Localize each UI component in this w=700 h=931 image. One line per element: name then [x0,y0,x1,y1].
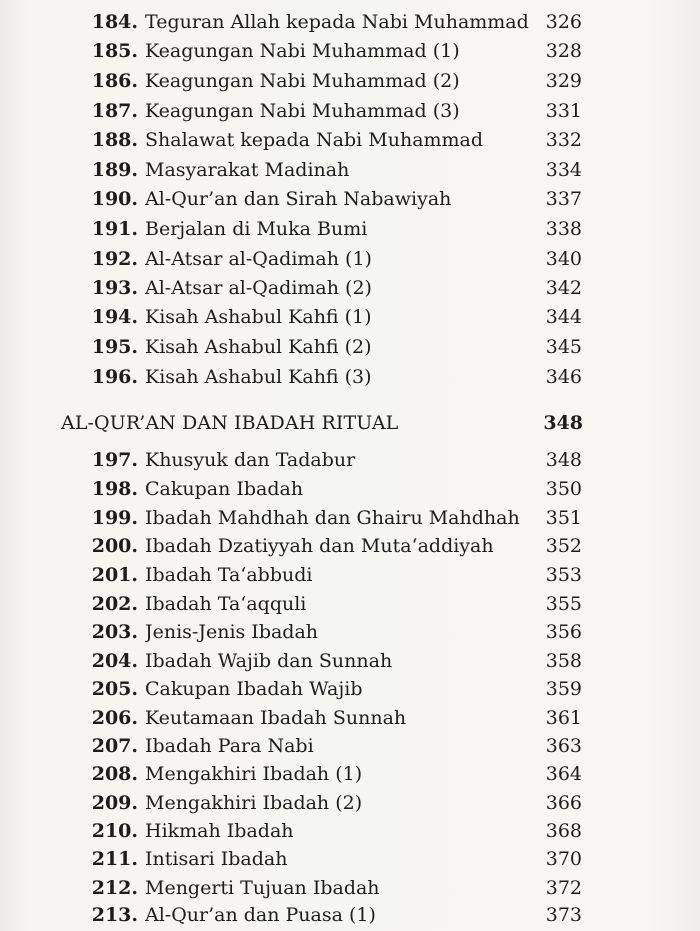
toc-entry [0,703,700,733]
entry-number: 205. [91,678,138,700]
toc-entry [0,844,700,874]
entry-title: Hikmah Ibadah [145,820,294,842]
entry-number: 198. [91,478,138,500]
entry-title: Al-Qur’an dan Puasa (1) [145,904,376,926]
entry-title: Ibadah Mahdhah dan Ghairu Mahdhah [145,507,520,529]
toc-entry [0,362,700,392]
entry-title: Al-Atsar al-Qadimah (2) [145,277,372,299]
entry-page: 348 [545,449,582,471]
entry-page: 353 [545,564,582,586]
entry-number: 193. [91,277,138,299]
toc-entry [0,646,700,676]
entry-number: 194. [91,306,138,328]
entry-title: Kisah Ashabul Kahfi (3) [145,366,372,388]
entry-page: 364 [545,763,582,785]
entry-number: 209. [91,792,138,814]
toc-entry [0,302,700,332]
entry-page: 363 [545,735,582,757]
entry-number: 196. [91,366,138,388]
entry-page: 326 [545,11,582,33]
toc-entry [0,788,700,818]
entry-page: 351 [545,507,582,529]
entry-title: Ibadah Ta‘abbudi [145,564,313,586]
toc-entry [0,273,700,303]
entry-page: 352 [545,535,582,557]
entry-number: 203. [91,621,138,643]
entry-page: 334 [545,159,582,181]
entry-title: Khusyuk dan Tadabur [145,449,356,471]
toc-entry [0,731,700,761]
section-heading [0,407,700,439]
entry-number: 206. [91,707,138,729]
entry-number: 201. [91,564,138,586]
entry-page: 366 [545,792,582,814]
entry-title: Teguran Allah kepada Nabi Muhammad [145,11,529,33]
entry-title: Kisah Ashabul Kahfi (2) [145,336,372,358]
entry-page: 329 [545,70,582,92]
entry-title: Keagungan Nabi Muhammad (2) [145,70,460,92]
toc-entry [0,445,700,475]
entry-title: Jenis-Jenis Ibadah [145,621,319,643]
entry-number: 202. [91,593,138,615]
toc-entry [0,244,700,274]
entry-page: 342 [545,277,582,299]
toc-entry [0,155,700,185]
entry-page: 361 [545,707,582,729]
entry-title: Mengerti Tujuan Ibadah [145,877,380,899]
entry-page: 345 [545,336,582,358]
entry-title: Ibadah Wajib dan Sunnah [145,650,393,672]
entry-number: 204. [91,650,138,672]
entry-title: Cakupan Ibadah [145,478,304,500]
entry-number: 189. [91,159,138,181]
entry-page: 338 [545,218,582,240]
entry-title: Keagungan Nabi Muhammad (1) [145,40,460,62]
entry-number: 186. [91,70,138,92]
toc-entry [0,7,700,37]
toc-entry [0,759,700,789]
entry-page: 359 [545,678,582,700]
entry-title: Ibadah Ta‘aqquli [145,593,307,615]
entry-title: Masyarakat Madinah [145,159,350,181]
entry-title: Berjalan di Muka Bumi [145,218,368,240]
entry-number: 190. [91,188,138,210]
entry-number: 208. [91,763,138,785]
entry-page: 332 [545,129,582,151]
toc-entry [0,214,700,244]
entry-title: Mengakhiri Ibadah (2) [145,792,363,814]
entry-page: 355 [545,593,582,615]
entry-title: Cakupan Ibadah Wajib [145,678,363,700]
entry-page: 331 [545,100,582,122]
toc-entry [0,900,700,930]
entry-page: 372 [545,877,582,899]
entry-title: Al-Atsar al-Qadimah (1) [145,248,372,270]
section-title: AL-QUR’AN DAN IBADAH RITUAL [61,412,399,434]
entry-number: 184. [91,11,138,33]
entry-title: Intisari Ibadah [145,848,288,870]
entry-title: Keagungan Nabi Muhammad (3) [145,100,460,122]
entry-number: 210. [91,820,138,842]
toc-entry [0,125,700,155]
entry-title: Kisah Ashabul Kahfi (1) [145,306,372,328]
entry-page: 344 [545,306,582,328]
entry-number: 185. [91,40,138,62]
entry-title: Al-Qur’an dan Sirah Nabawiyah [145,188,452,210]
toc-entry [0,332,700,362]
entry-number: 197. [91,449,138,471]
entry-number: 213. [91,904,138,926]
entry-page: 373 [545,904,582,926]
toc-entry [0,589,700,619]
entry-number: 191. [91,218,138,240]
entry-page: 356 [545,621,582,643]
entry-title: Mengakhiri Ibadah (1) [145,763,363,785]
entry-page: 340 [545,248,582,270]
entry-number: 212. [91,877,138,899]
entry-page: 328 [545,40,582,62]
toc-entry [0,873,700,903]
toc-entry [0,474,700,504]
entry-page: 358 [545,650,582,672]
entry-number: 207. [91,735,138,757]
entry-page: 346 [545,366,582,388]
entry-number: 199. [91,507,138,529]
entry-title: Keutamaan Ibadah Sunnah [145,707,407,729]
toc-entry [0,674,700,704]
toc-entry [0,96,700,126]
entry-title: Ibadah Para Nabi [145,735,314,757]
entry-page: 370 [545,848,582,870]
toc-entry [0,36,700,66]
entry-number: 195. [91,336,138,358]
entry-page: 337 [545,188,582,210]
section-page: 348 [543,412,583,434]
entry-title: Shalawat kepada Nabi Muhammad [145,129,484,151]
entry-page: 350 [545,478,582,500]
entry-number: 187. [91,100,138,122]
toc-entry [0,503,700,533]
toc-entry [0,617,700,647]
entry-number: 211. [91,848,138,870]
toc-entry [0,816,700,846]
toc-entry [0,66,700,96]
toc-entry [0,184,700,214]
entry-title: Ibadah Dzatiyyah dan Muta‘addiyah [145,535,494,557]
entry-number: 200. [91,535,138,557]
toc-entry [0,531,700,561]
entry-page: 368 [545,820,582,842]
toc-entry [0,560,700,590]
entry-number: 192. [91,248,138,270]
entry-number: 188. [91,129,138,151]
